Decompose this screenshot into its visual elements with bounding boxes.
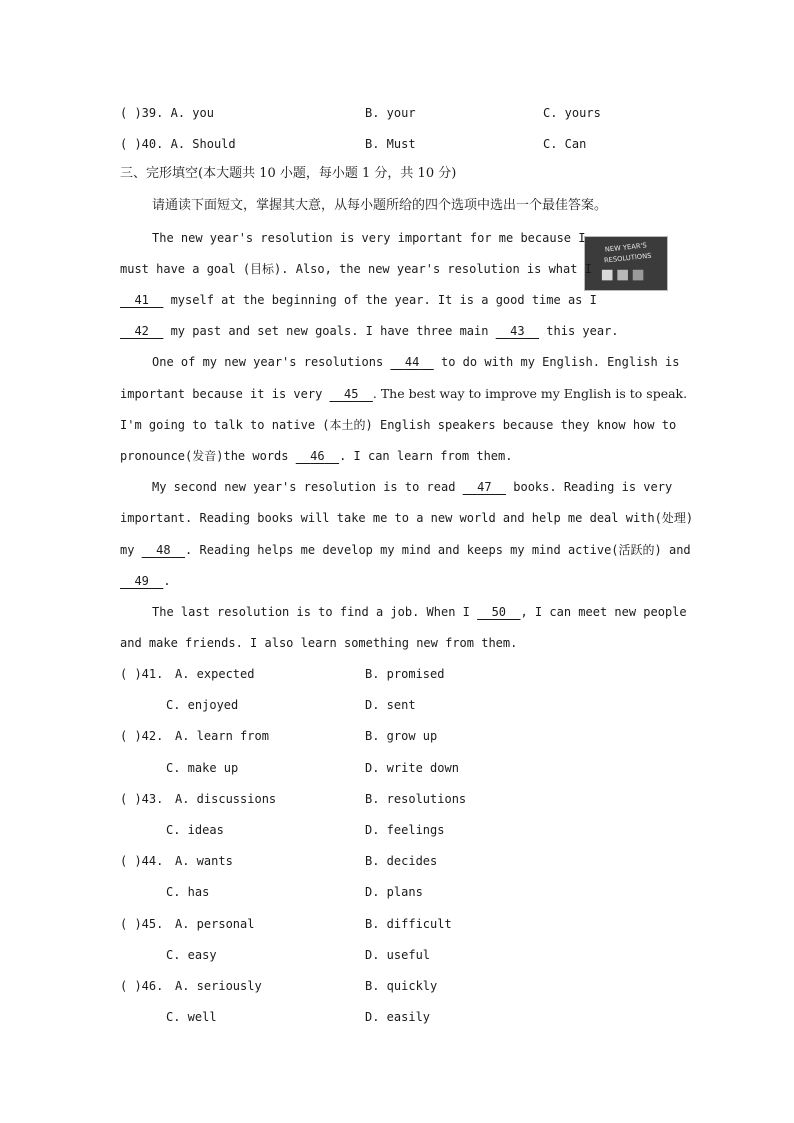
- passage-line: The new year's resolution is very important for me because I: [152, 231, 586, 245]
- blank-45[interactable]: 45: [343, 387, 359, 401]
- question-number: ( )43.: [120, 791, 164, 806]
- option-d[interactable]: D. write down: [365, 760, 459, 775]
- option-c[interactable]: C. make up: [166, 760, 239, 775]
- option-a[interactable]: A. seriously: [175, 979, 262, 993]
- question-number: ( )45.: [120, 916, 164, 931]
- option-d[interactable]: D. plans: [365, 885, 423, 900]
- option-d[interactable]: D. useful: [365, 947, 431, 962]
- passage-line: The last resolution is to find a job. When I 50 , I can meet new people: [152, 605, 687, 619]
- question-number: ( )44.: [120, 854, 164, 869]
- section-heading: 三、完形填空(本大题共 10 小题，每小题 1 分，共 10 分): [120, 166, 457, 181]
- option-c[interactable]: C. enjoyed: [166, 698, 239, 713]
- blank-46[interactable]: 46: [310, 449, 325, 463]
- option-b: B. Must: [365, 137, 416, 151]
- option-d[interactable]: D. easily: [365, 1010, 431, 1025]
- option-c[interactable]: C. well: [166, 1010, 217, 1025]
- passage-line: must have a goal (目标). Also, the new year's resolution is what I: [120, 262, 592, 276]
- option-a: A. Should: [170, 137, 236, 151]
- option-b: B. your: [365, 106, 416, 120]
- option-a[interactable]: A. wants: [175, 854, 233, 869]
- blank-48[interactable]: 48: [156, 543, 171, 557]
- passage-line: 41 myself at the beginning of the year. It is a good time as I: [120, 292, 597, 308]
- question-number: ( )40.: [120, 137, 164, 151]
- option-c[interactable]: C. has: [166, 885, 210, 900]
- blank-43[interactable]: 43: [510, 324, 525, 338]
- option-c[interactable]: C. easy: [166, 947, 217, 962]
- passage-line: important because it is very 45 . The best way to improve my English is to speak.: [120, 386, 688, 401]
- section-instruction: 请通读下面短文，掌握其大意，从每小题所给的四个选项中选出一个最佳答案。: [152, 198, 608, 213]
- option-b[interactable]: B. promised: [365, 667, 445, 681]
- figure-text-1: NEW YEAR'S: [604, 241, 648, 254]
- option-b[interactable]: B. resolutions: [365, 791, 467, 806]
- resolutions-image: [584, 236, 668, 291]
- option-a[interactable]: A. expected: [175, 667, 255, 681]
- passage-line: I'm going to talk to native (本土的) English speakers because they know how to: [120, 418, 677, 432]
- option-d[interactable]: D. sent: [365, 698, 416, 713]
- question-number: ( )41.: [120, 667, 164, 681]
- option-b[interactable]: B. decides: [365, 854, 438, 869]
- option-a[interactable]: A. discussions: [175, 791, 277, 806]
- passage-line: My second new year's resolution is to read 47 books. Reading is very: [152, 480, 673, 494]
- passage-line: One of my new year's resolutions 44 to do with my English. English is: [152, 355, 680, 369]
- blank-42[interactable]: 42: [134, 324, 149, 338]
- blank-47[interactable]: 47: [477, 480, 492, 494]
- option-a: A. you: [170, 106, 214, 120]
- option-c[interactable]: C. ideas: [166, 823, 224, 837]
- question-40: [120, 136, 236, 152]
- blank-41[interactable]: 41: [134, 293, 149, 307]
- passage-line: important. Reading books will take me to a new world and help me deal with(处理): [120, 511, 694, 525]
- passage-line: 42 my past and set new goals. I have three main 43 this year.: [120, 323, 619, 339]
- question-number: ( )42.: [120, 729, 164, 744]
- passage-line: my 48 . Reading helps me develop my mind and keeps my mind active(活跃的) and: [120, 543, 691, 557]
- option-c: C. yours: [543, 106, 601, 120]
- blank-44[interactable]: 44: [404, 355, 420, 369]
- blank-49[interactable]: 49: [134, 574, 149, 588]
- passage-line: pronounce(发音)the words 46 . I can learn from them.: [120, 449, 513, 463]
- question-number: ( )46.: [120, 979, 164, 993]
- passage-line: and make friends. I also learn something new from them.: [120, 636, 518, 650]
- option-d[interactable]: D. feelings: [365, 823, 445, 837]
- option-c: C. Can: [543, 137, 587, 151]
- blank-50[interactable]: 50: [491, 605, 507, 619]
- option-a[interactable]: A. learn from: [175, 729, 269, 744]
- option-b[interactable]: B. grow up: [365, 729, 438, 744]
- question-39: [120, 105, 214, 121]
- option-b[interactable]: B. quickly: [365, 979, 438, 993]
- question-number: ( )39.: [120, 106, 164, 120]
- option-a[interactable]: A. personal: [175, 916, 255, 931]
- option-b[interactable]: B. difficult: [365, 916, 452, 931]
- passage-line: 49 .: [120, 573, 171, 589]
- figure-text-2: RESOLUTIONS: [603, 251, 652, 265]
